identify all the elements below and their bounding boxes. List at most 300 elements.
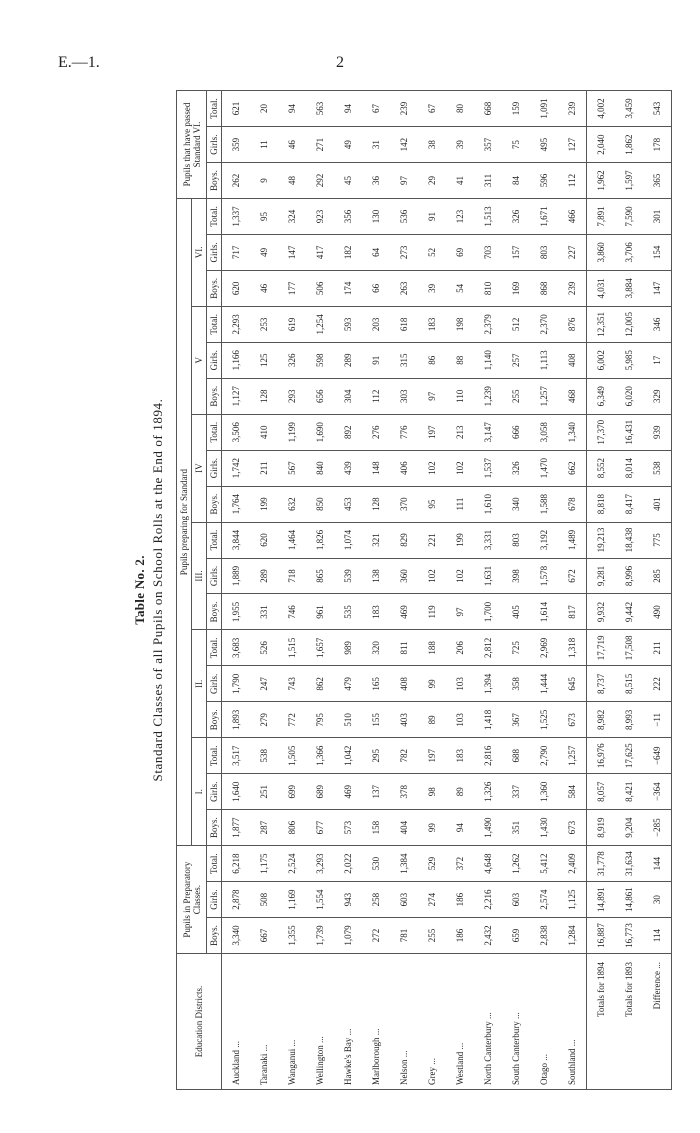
table-cell: 372 [446, 846, 474, 882]
table-cell: 247 [250, 666, 278, 702]
table-cell: 128 [250, 378, 278, 414]
header-sub: Girls. [207, 127, 222, 163]
table-cell: 321 [362, 522, 390, 558]
table-cell: 91 [362, 342, 390, 378]
header-standard: I. [192, 738, 207, 846]
table-cell: 689 [306, 774, 334, 810]
table-cell: 621 [222, 91, 251, 127]
table-cell: 1,444 [530, 666, 558, 702]
table-cell: 666 [502, 414, 530, 450]
table-cell: 508 [250, 882, 278, 918]
table-cell: 183 [446, 738, 474, 774]
table-cell: 512 [502, 306, 530, 342]
table-cell: 94 [446, 810, 474, 846]
table-cell: 659 [502, 918, 530, 954]
table-cell: 656 [306, 378, 334, 414]
table-cell: 961 [306, 594, 334, 630]
table-cell: 2,574 [530, 882, 558, 918]
table-cell: 8,057 [587, 774, 616, 810]
table-cell: 31,778 [587, 846, 616, 882]
table-cell: 1,640 [222, 774, 251, 810]
table-cell: 137 [362, 774, 390, 810]
table-row [334, 91, 362, 1090]
table-cell: 1,418 [474, 702, 502, 738]
header-sub: Boys. [207, 486, 222, 522]
table-row [558, 91, 587, 1090]
table-cell: 7,590 [615, 198, 643, 234]
table-cell: 186 [446, 918, 474, 954]
table-cell: 618 [390, 306, 418, 342]
district-name: South Canterbury ... [502, 954, 530, 1090]
table-cell: 147 [278, 234, 306, 270]
table-cell: 8,982 [587, 702, 616, 738]
table-cell: 367 [502, 702, 530, 738]
table-cell: 1,199 [278, 414, 306, 450]
table-cell: 1,464 [278, 522, 306, 558]
table-cell: 1,742 [222, 450, 251, 486]
table-cell: 673 [558, 810, 587, 846]
table-cell: 1,578 [530, 558, 558, 594]
table-cell: 1,955 [222, 594, 251, 630]
table-cell: 1,671 [530, 198, 558, 234]
table-cell: −285 [643, 810, 672, 846]
table-cell: 8,993 [615, 702, 643, 738]
page-number: 2 [336, 54, 344, 71]
header-sub: Total. [207, 91, 222, 127]
header-sub: Boys. [207, 918, 222, 954]
table-cell: 360 [390, 558, 418, 594]
table-cell: 1,355 [278, 918, 306, 954]
table-cell: 688 [502, 738, 530, 774]
table-cell: 88 [446, 342, 474, 378]
table-cell: 48 [278, 163, 306, 199]
table-cell: 273 [390, 234, 418, 270]
table-cell: 781 [390, 918, 418, 954]
table-cell: 410 [250, 414, 278, 450]
header-preparatory: Pupils in Preparatory Classes. [177, 846, 207, 954]
table-cell: 255 [418, 918, 446, 954]
table-cell: 2,878 [222, 882, 251, 918]
table-cell: 526 [250, 630, 278, 666]
table-cell: 95 [418, 486, 446, 522]
table-cell: 359 [222, 127, 251, 163]
table-body [222, 91, 672, 1090]
table-cell: 45 [334, 163, 362, 199]
table-cell: 1,962 [587, 163, 616, 199]
table-cell: 782 [390, 738, 418, 774]
table-row [390, 91, 418, 1090]
table-cell: 1,079 [334, 918, 362, 954]
table-cell: 9 [250, 163, 278, 199]
table-cell: 678 [558, 486, 587, 522]
table-cell: 54 [446, 270, 474, 306]
table-cell: 365 [643, 163, 672, 199]
table-cell: 4,031 [587, 270, 616, 306]
table-cell: 1,257 [530, 378, 558, 414]
table-cell: 2,790 [530, 738, 558, 774]
table-cell: 1,597 [615, 163, 643, 199]
table-cell: 69 [446, 234, 474, 270]
header-standard: II. [192, 630, 207, 738]
table-cell: 405 [502, 594, 530, 630]
table-cell: 203 [362, 306, 390, 342]
table-cell: 1,513 [474, 198, 502, 234]
table-cell: 466 [558, 198, 587, 234]
header-sub: Boys. [207, 594, 222, 630]
table-cell: 4,002 [587, 91, 616, 127]
table-cell: 199 [250, 486, 278, 522]
table-cell: 862 [306, 666, 334, 702]
table-cell: 326 [502, 198, 530, 234]
table-cell: 16,976 [587, 738, 616, 774]
table-cell: 80 [446, 91, 474, 127]
table-cell: −364 [643, 774, 672, 810]
table-cell: 717 [222, 234, 251, 270]
totals-label: Totals for 1894 [587, 954, 616, 1090]
table-cell: 776 [390, 414, 418, 450]
table-cell: 8,417 [615, 486, 643, 522]
district-name: Otago ... [530, 954, 558, 1090]
table-cell: 510 [334, 702, 362, 738]
table-cell: 64 [362, 234, 390, 270]
table-cell: 506 [306, 270, 334, 306]
header-sub: Total. [207, 414, 222, 450]
header-sub: Girls. [207, 342, 222, 378]
table-cell: 1,690 [306, 414, 334, 450]
table-cell: 370 [390, 486, 418, 522]
table-cell: 677 [306, 810, 334, 846]
table-row [306, 91, 334, 1090]
table-cell: 14,861 [615, 882, 643, 918]
table-cell: 102 [418, 558, 446, 594]
table-cell: 8,919 [587, 810, 616, 846]
table-cell: −649 [643, 738, 672, 774]
table-cell: 36 [362, 163, 390, 199]
district-name: Marlborough ... [362, 954, 390, 1090]
table-cell: 3,147 [474, 414, 502, 450]
table-cell: 111 [446, 486, 474, 522]
table-cell: 2,216 [474, 882, 502, 918]
table-cell: 3,517 [222, 738, 251, 774]
table-cell: 535 [334, 594, 362, 630]
table-cell: 673 [558, 702, 587, 738]
table-cell: 16,773 [615, 918, 643, 954]
header-sub: Boys. [207, 702, 222, 738]
table-cell: 155 [362, 702, 390, 738]
table-cell: 326 [502, 450, 530, 486]
header-standard: III. [192, 522, 207, 630]
table-cell: 3,706 [615, 234, 643, 270]
table-cell: 398 [502, 558, 530, 594]
table-cell: 1,262 [502, 846, 530, 882]
table-cell: 2,370 [530, 306, 558, 342]
table-cell: 584 [558, 774, 587, 810]
table-cell: 772 [278, 702, 306, 738]
table-cell: 148 [362, 450, 390, 486]
table-cell: 668 [474, 91, 502, 127]
table-cell: 1,113 [530, 342, 558, 378]
table-row [278, 91, 306, 1090]
table-cell: 49 [334, 127, 362, 163]
table-cell: 147 [643, 270, 672, 306]
table-cell: 2,409 [558, 846, 587, 882]
table-cell: 211 [250, 450, 278, 486]
table-cell: 1,360 [530, 774, 558, 810]
table-cell: 103 [446, 666, 474, 702]
table-cell: 1,127 [222, 378, 251, 414]
table-cell: 645 [558, 666, 587, 702]
table-cell: 8,014 [615, 450, 643, 486]
table-cell: 3,293 [306, 846, 334, 882]
table-cell: 620 [250, 522, 278, 558]
table-cell: 169 [502, 270, 530, 306]
header-standard: IV [192, 414, 207, 522]
table-cell: 923 [306, 198, 334, 234]
table-cell: 287 [250, 810, 278, 846]
table-cell: 840 [306, 450, 334, 486]
table-cell: 94 [278, 91, 306, 127]
table-cell: 6,349 [587, 378, 616, 414]
table-row [362, 91, 390, 1090]
table-cell: 603 [502, 882, 530, 918]
header-sub: Total. [207, 198, 222, 234]
table-cell: 289 [250, 558, 278, 594]
table-cell: 3,860 [587, 234, 616, 270]
table-cell: 199 [446, 522, 474, 558]
table-cell: 30 [643, 882, 672, 918]
table-cell: 538 [250, 738, 278, 774]
table-cell: 1,525 [530, 702, 558, 738]
table-cell: 2,022 [334, 846, 362, 882]
district-name: Taranaki ... [250, 954, 278, 1090]
district-name: Grey ... [418, 954, 446, 1090]
table-cell: 746 [278, 594, 306, 630]
table-cell: 1,169 [278, 882, 306, 918]
table-cell: 346 [643, 306, 672, 342]
table-cell: 378 [390, 774, 418, 810]
header-sub: Boys. [207, 163, 222, 199]
table-cell: 469 [334, 774, 362, 810]
district-name: Westland ... [446, 954, 474, 1090]
table-cell: 1,140 [474, 342, 502, 378]
table-cell: 811 [390, 630, 418, 666]
table-cell: 939 [643, 414, 672, 450]
table-cell: 95 [250, 198, 278, 234]
table-cell: 211 [643, 630, 672, 666]
table-cell: 158 [362, 810, 390, 846]
table-cell: 165 [362, 666, 390, 702]
header-sub: Girls. [207, 882, 222, 918]
table-subtitle: Standard Classes of all Pupils on School Rolls at the End of 1894. [150, 398, 165, 782]
header-standard: V [192, 306, 207, 414]
table-cell: 119 [418, 594, 446, 630]
table-cell: 11 [250, 127, 278, 163]
table-cell: 3,683 [222, 630, 251, 666]
table-cell: 2,379 [474, 306, 502, 342]
table-cell: 718 [278, 558, 306, 594]
table-row [474, 91, 502, 1090]
table-cell: 439 [334, 450, 362, 486]
table-cell: 251 [250, 774, 278, 810]
table-cell: 326 [278, 342, 306, 378]
table-cell: 102 [446, 450, 474, 486]
table-cell: 3,459 [615, 91, 643, 127]
table-cell: 468 [558, 378, 587, 414]
table-cell: 46 [278, 127, 306, 163]
table-cell: 20 [250, 91, 278, 127]
table-cell: 598 [306, 342, 334, 378]
table-cell: 41 [446, 163, 474, 199]
table-cell: 1,862 [615, 127, 643, 163]
table-cell: 320 [362, 630, 390, 666]
table-cell: 38 [418, 127, 446, 163]
table-cell: 1,739 [306, 918, 334, 954]
table-cell: 67 [418, 91, 446, 127]
table-cell: 1,318 [558, 630, 587, 666]
table-cell: 311 [474, 163, 502, 199]
table-cell: 8,737 [587, 666, 616, 702]
table-cell: 1,239 [474, 378, 502, 414]
table-cell: 99 [418, 810, 446, 846]
table-cell: 12,351 [587, 306, 616, 342]
table-cell: 2,432 [474, 918, 502, 954]
table-cell: 39 [418, 270, 446, 306]
table-cell: 206 [446, 630, 474, 666]
table-cell: 356 [334, 198, 362, 234]
page-ref: E.—1. [58, 54, 100, 71]
table-row [250, 91, 278, 1090]
table-cell: 1,254 [306, 306, 334, 342]
table-cell: 469 [390, 594, 418, 630]
table-cell: 357 [474, 127, 502, 163]
table-cell: 1,366 [306, 738, 334, 774]
table-cell: 97 [446, 594, 474, 630]
table-cell: 138 [362, 558, 390, 594]
table-cell: 662 [558, 450, 587, 486]
table-cell: 479 [334, 666, 362, 702]
table-cell: 699 [278, 774, 306, 810]
header-sub: Total. [207, 306, 222, 342]
table-cell: 563 [306, 91, 334, 127]
rotated-table-block [128, 90, 688, 1090]
table-header [177, 91, 222, 1090]
district-name: Southland ... [558, 954, 587, 1090]
table-cell: 989 [334, 630, 362, 666]
table-cell: 536 [390, 198, 418, 234]
table-cell: 9,204 [615, 810, 643, 846]
table-cell: 315 [390, 342, 418, 378]
table-cell: 667 [250, 918, 278, 954]
table-cell: 9,442 [615, 594, 643, 630]
table-cell: 406 [390, 450, 418, 486]
table-cell: 340 [502, 486, 530, 522]
header-sub: Boys. [207, 378, 222, 414]
table-cell: 198 [446, 306, 474, 342]
table-cell: 17,508 [615, 630, 643, 666]
table-cell: 495 [530, 127, 558, 163]
table-cell: 17,370 [587, 414, 616, 450]
table-cell: 174 [334, 270, 362, 306]
table-cell: 6,002 [587, 342, 616, 378]
table-cell: 331 [250, 594, 278, 630]
table-cell: 213 [446, 414, 474, 450]
table-cell: 255 [502, 378, 530, 414]
table-cell: 358 [502, 666, 530, 702]
table-cell: 19,213 [587, 522, 616, 558]
table-cell: 304 [334, 378, 362, 414]
table-cell: 1,166 [222, 342, 251, 378]
table-title: Table No. 2. [132, 555, 147, 625]
table-cell: 619 [278, 306, 306, 342]
district-name: Wellington ... [306, 954, 334, 1090]
table-cell: 271 [306, 127, 334, 163]
header-sub: Total. [207, 846, 222, 882]
table-cell: 529 [418, 846, 446, 882]
table-cell: 279 [250, 702, 278, 738]
table-cell: 102 [418, 450, 446, 486]
table-cell: 91 [418, 198, 446, 234]
table-cell: 1,889 [222, 558, 251, 594]
table-cell: 2,816 [474, 738, 502, 774]
table-cell: 6,218 [222, 846, 251, 882]
table-cell: 725 [502, 630, 530, 666]
table-cell: 18,438 [615, 522, 643, 558]
table-cell: 178 [643, 127, 672, 163]
table-cell: 868 [530, 270, 558, 306]
table-cell: 8,421 [615, 774, 643, 810]
table-cell: 227 [558, 234, 587, 270]
table-cell: 539 [334, 558, 362, 594]
header-preparing: Pupils preparing for Standard [177, 198, 192, 845]
table-cell: 3,192 [530, 522, 558, 558]
table-cell: 67 [362, 91, 390, 127]
table-cell: 263 [390, 270, 418, 306]
table-cell: 86 [418, 342, 446, 378]
table-cell: 543 [643, 91, 672, 127]
table-cell: 810 [474, 270, 502, 306]
table-cell: 490 [643, 594, 672, 630]
district-name: North Canterbury ... [474, 954, 502, 1090]
table-cell: 293 [278, 378, 306, 414]
table-cell: 177 [278, 270, 306, 306]
table-cell: 97 [390, 163, 418, 199]
table-cell: 112 [362, 378, 390, 414]
table-cell: 1,384 [390, 846, 418, 882]
table-cell: 98 [418, 774, 446, 810]
table-cell: 3,331 [474, 522, 502, 558]
totals-label: Difference ... [643, 954, 672, 1090]
table-cell: 3,058 [530, 414, 558, 450]
totals-label: Totals for 1893 [615, 954, 643, 1090]
table-cell: 16,887 [587, 918, 616, 954]
header-sub: Girls. [207, 558, 222, 594]
table-cell: 865 [306, 558, 334, 594]
table-cell: 97 [418, 378, 446, 414]
table-row [502, 91, 530, 1090]
table-cell: 197 [418, 414, 446, 450]
table-cell: 943 [334, 882, 362, 918]
table-cell: 1,490 [474, 810, 502, 846]
table-cell: 1,790 [222, 666, 251, 702]
table-cell: 1,893 [222, 702, 251, 738]
table-cell: 603 [390, 882, 418, 918]
table-cell: 1,430 [530, 810, 558, 846]
table-cell: 2,838 [530, 918, 558, 954]
table-cell: 417 [306, 234, 334, 270]
table-cell: 75 [502, 127, 530, 163]
table-cell: 114 [643, 918, 672, 954]
district-name: Hawke's Bay ... [334, 954, 362, 1090]
